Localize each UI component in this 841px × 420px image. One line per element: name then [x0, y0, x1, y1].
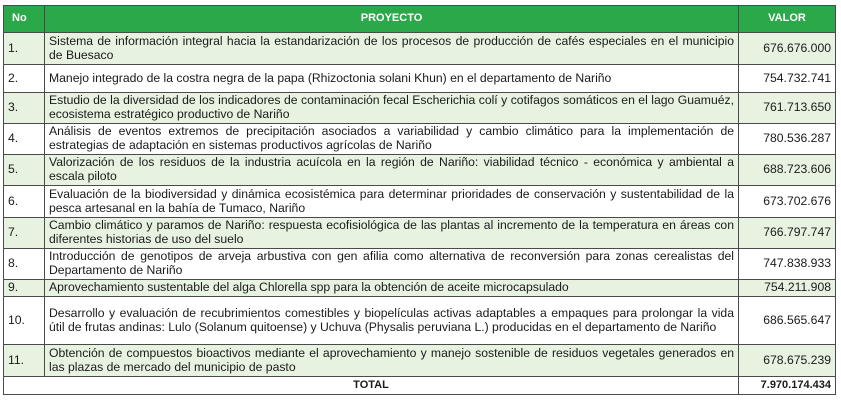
table-row — [4, 249, 836, 280]
row-number: 6. — [4, 186, 45, 218]
table-row — [4, 280, 836, 297]
header-value: VALOR — [739, 6, 836, 33]
row-number: 1. — [4, 33, 45, 65]
row-project: Análisis de eventos extremos de precipitación asociados a variabilidad y cambio climático para la implementación de estrategias de adaptación en sistemas productivos agrícolas de Nariño — [45, 124, 739, 155]
table-row — [4, 155, 836, 186]
table-row — [4, 33, 836, 65]
row-project: Desarrollo y evaluación de recubrimientos comestibles y biopelículas activas adaptables a empaques para prolongar la vida útil de frutas andinas: Lulo (Solanum quitoense) y Uchuva (Physalis peruviana L.) producidas en el departamento de Nariño — [45, 297, 739, 345]
row-number: 7. — [4, 218, 45, 249]
total-label: TOTAL — [4, 377, 739, 395]
row-value: 688.723.606 — [739, 155, 836, 186]
table-row — [4, 186, 836, 218]
row-value: 766.797.747 — [739, 218, 836, 249]
table-row — [4, 218, 836, 249]
row-value: 780.536.287 — [739, 124, 836, 155]
row-project: Aprovechamiento sustentable del alga Chlorella spp para la obtención de aceite microcapsulado — [45, 280, 739, 297]
row-number: 8. — [4, 249, 45, 280]
total-value: 7.970.174.434 — [739, 377, 836, 395]
row-project: Introducción de genotipos de arveja arbustiva con gen afilia como alternativa de reconversión para zonas cerealistas del Departamento de Nariño — [45, 249, 739, 280]
row-value: 754.211.908 — [739, 280, 836, 297]
row-number: 2. — [4, 65, 45, 93]
row-value: 747.838.933 — [739, 249, 836, 280]
row-number: 4. — [4, 124, 45, 155]
projects-table — [3, 5, 836, 395]
table-row — [4, 124, 836, 155]
row-project: Evaluación de la biodiversidad y dinámica ecosistémica para determinar prioridades de conservación y sustentabilidad de la pesca artesanal en la bahía de Tumaco, Nariño — [45, 186, 739, 218]
row-value: 678.675.239 — [739, 345, 836, 377]
table-row — [4, 65, 836, 93]
row-number: 3. — [4, 93, 45, 124]
row-value: 754.732.741 — [739, 65, 836, 93]
table-row — [4, 345, 836, 377]
row-value: 673.702.676 — [739, 186, 836, 218]
header-no: No — [4, 6, 45, 33]
row-project: Cambio climático y paramos de Nariño: respuesta ecofisiológica de las plantas al incremento de la temperatura en áreas con diferentes historias de uso del suelo — [45, 218, 739, 249]
row-value: 676.676.000 — [739, 33, 836, 65]
table-row — [4, 93, 836, 124]
header-row — [4, 6, 836, 33]
row-project: Valorización de los residuos de la industria acuícola en la región de Nariño: viabilidad técnico - económica y ambiental a escala piloto — [45, 155, 739, 186]
row-value: 686.565.647 — [739, 297, 836, 345]
row-project: Sistema de información integral hacia la estandarización de los procesos de producción de cafés especiales en el municipio de Buesaco — [45, 33, 739, 65]
row-number: 9. — [4, 280, 45, 297]
header-project: PROYECTO — [45, 6, 739, 33]
table-row — [4, 297, 836, 345]
row-number: 5. — [4, 155, 45, 186]
row-project: Manejo integrado de la costra negra de la papa (Rhizoctonia solani Khun) en el departamento de Nariño — [45, 65, 739, 93]
row-number: 11. — [4, 345, 45, 377]
row-value: 761.713.650 — [739, 93, 836, 124]
row-project: Obtención de compuestos bioactivos mediante el aprovechamiento y manejo sostenible de residuos vegetales generados en las plazas de mercado del municipio de pasto — [45, 345, 739, 377]
row-number: 10. — [4, 297, 45, 345]
total-row — [4, 377, 836, 395]
row-project: Estudio de la diversidad de los indicadores de contaminación fecal Escherichia colí y cotifagos somáticos en el lago Guamuéz, ecosistema estratégico productivo de Nariño — [45, 93, 739, 124]
